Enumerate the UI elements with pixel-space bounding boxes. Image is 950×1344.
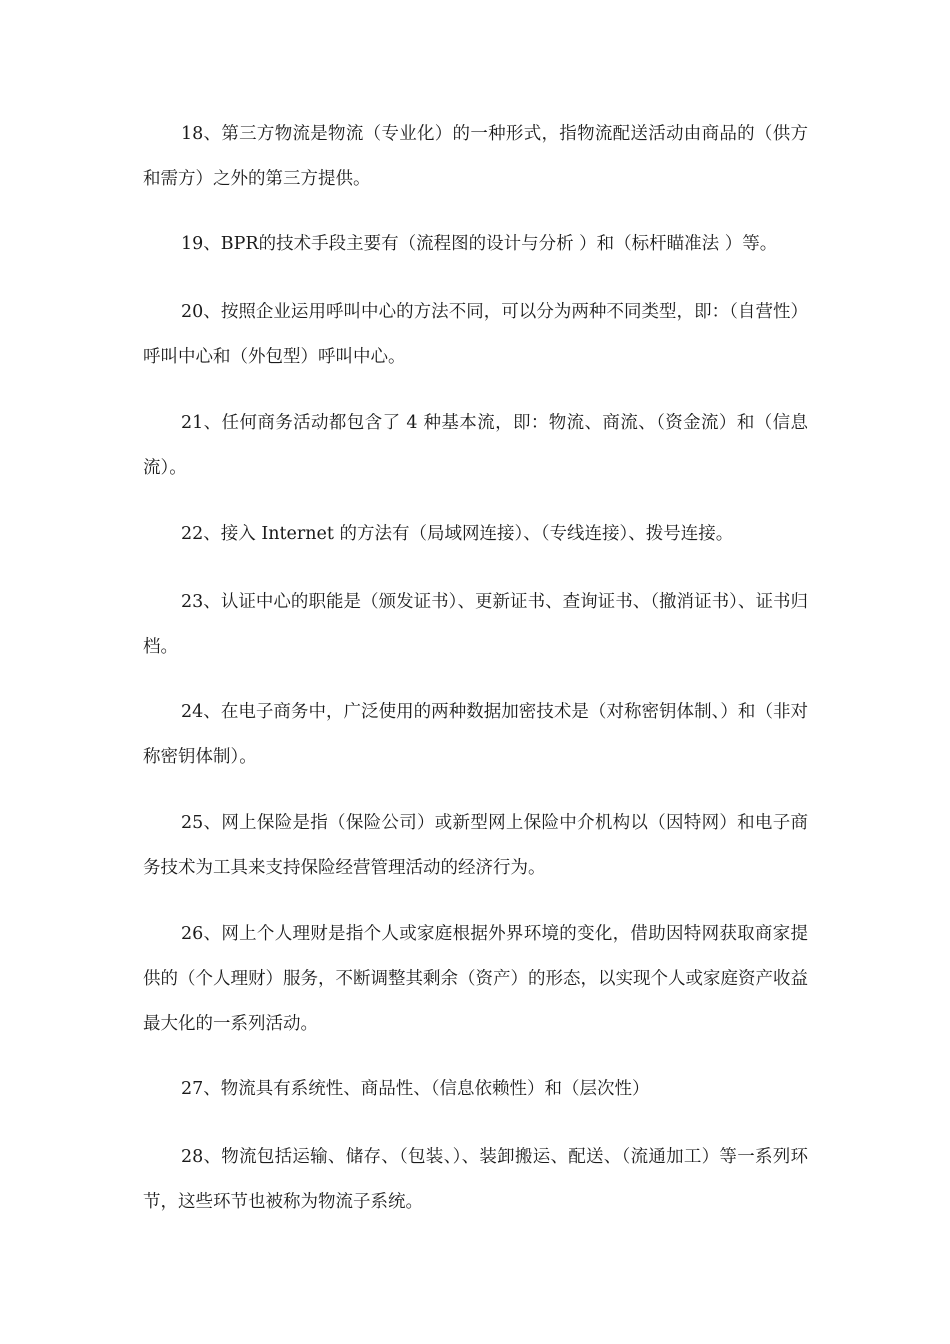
paragraph-item-21: 21、任何商务活动都包含了 4 种基本流，即：物流、商流、（资金流）和（信息流）。 [143,413,808,478]
paragraph-item-22: 22、接入 Internet 的方法有（局域网连接）、（专线连接）、拨号连接。 [181,524,734,544]
paragraph-item-20: 20、按照企业运用呼叫中心的方法不同，可以分为两种不同类型，即：（自营性）呼叫中心和（外包型）呼叫中心。 [143,302,808,367]
paragraph-item-19: 19、BPR的技术手段主要有（流程图的设计与分析 ）和（标杆瞄准法 ）等。 [181,234,778,254]
paragraph-item-23: 23、认证中心的职能是（颁发证书）、更新证书、查询证书、（撤消证书）、证书归档。 [143,592,808,657]
paragraph-item-26: 26、网上个人理财是指个人或家庭根据外界环境的变化，借助因特网获取商家提供的（个人理财）服务，不断调整其剩余（资产）的形态，以实现个人或家庭资产收益最大化的一系列活动。 [143,924,808,1034]
paragraph-item-18: 18、第三方物流是物流（专业化）的一种形式，指物流配送活动由商品的（供方和需方）之外的第三方提供。 [143,124,808,189]
paragraph-item-28: 28、物流包括运输、储存、（包装、）、装卸搬运、配送、（流通加工）等一系列环节，这些环节也被称为物流子系统。 [143,1147,808,1212]
paragraph-item-25: 25、网上保险是指（保险公司）或新型网上保险中介机构以（因特网）和电子商务技术为工具来支持保险经营管理活动的经济行为。 [143,813,808,878]
paragraph-item-24: 24、在电子商务中，广泛使用的两种数据加密技术是（对称密钥体制、）和（非对称密钥体制）。 [143,702,808,767]
paragraph-item-27: 27、物流具有系统性、商品性、（信息依赖性）和（层次性） [181,1079,650,1099]
